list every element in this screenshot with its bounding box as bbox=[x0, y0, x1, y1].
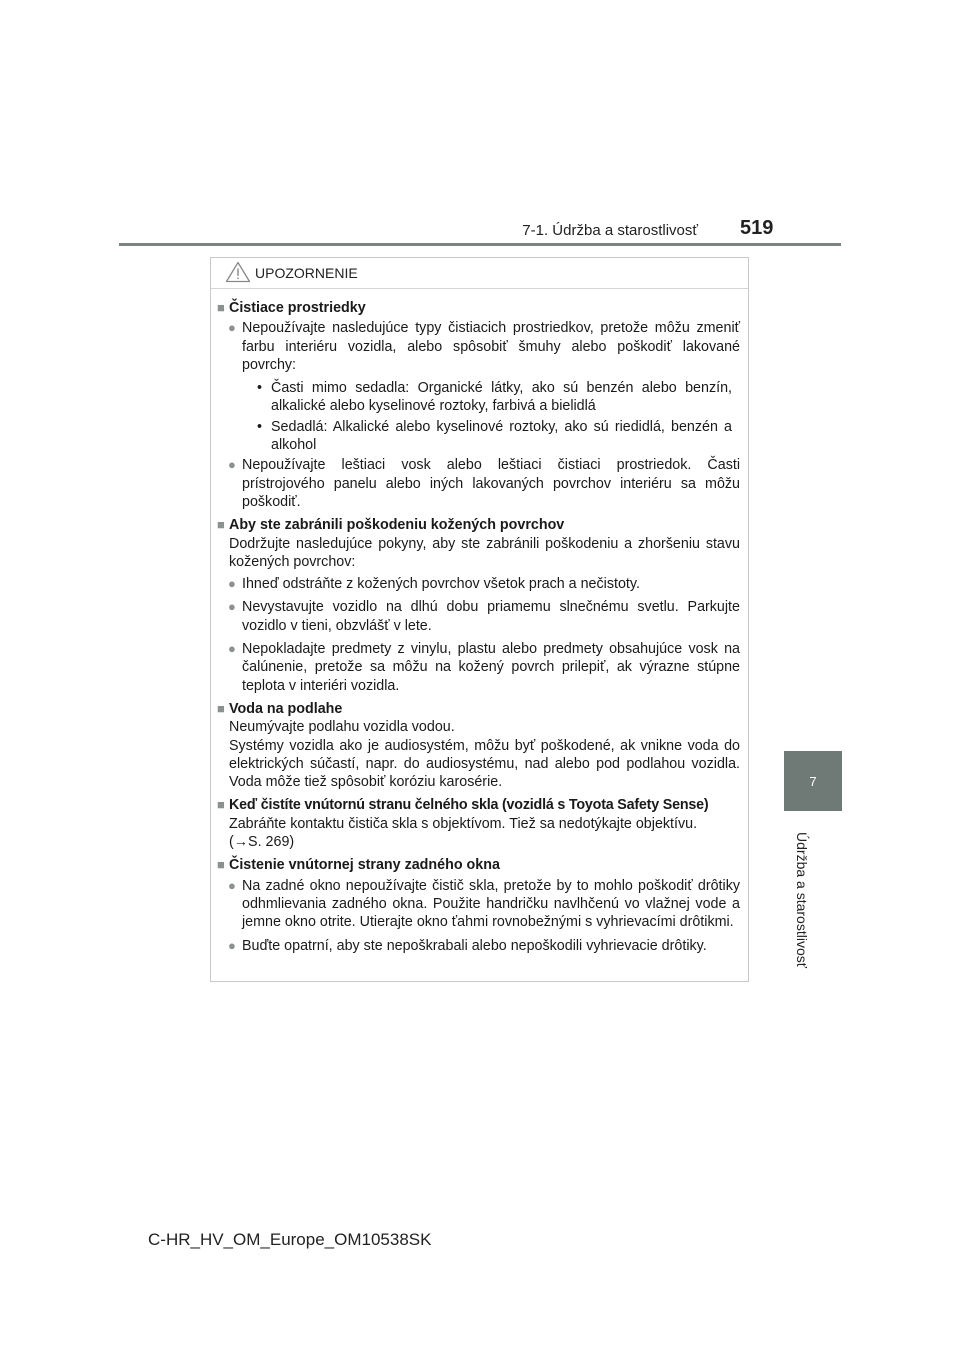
bullet-text: Nepokladajte predmety z vinylu, plastu alebo predmety obsahujúce vosk na čalúnenie, pretože sa môžu na kožený povrch prilepiť, ak výrazne stúpne teplota v interiéri vozidla. bbox=[242, 641, 740, 694]
round-bullet-icon: ● bbox=[228, 937, 236, 953]
chapter-side-title bbox=[762, 825, 842, 975]
section-leather-surfaces bbox=[217, 516, 740, 695]
round-bullet-icon: ● bbox=[228, 320, 236, 336]
warning-body bbox=[211, 289, 748, 955]
section-title: ■ Čistiace prostriedky bbox=[217, 300, 366, 316]
section-title: ■ Čistenie vnútornej strany zadného okna bbox=[217, 857, 500, 874]
sub-text: Sedadlá: Alkalické alebo kyselinové roztoky, ako sú riedidlá, benzén a alkohol bbox=[271, 418, 732, 454]
section-floor-water bbox=[217, 700, 740, 791]
list-item bbox=[217, 937, 740, 955]
section-text: Neumývajte podlahu vozidla vodou. Systémy vozidla ako je audiosystém, môžu byť poškodené, ak vnikne voda do elektrických súčastí, napr. do audiosystému, nad alebo pod podlahou vozidla. Voda môže tiež spôsobiť koróziu karosérie. bbox=[229, 719, 740, 791]
section-title: ■ Voda na podlahe bbox=[217, 700, 343, 717]
section-rear-window bbox=[217, 856, 740, 954]
square-bullet-icon: ■ bbox=[217, 700, 225, 716]
round-bullet-icon: ● bbox=[228, 641, 236, 657]
warning-triangle-icon bbox=[225, 261, 251, 283]
chapter-number: 7 bbox=[809, 773, 817, 789]
list-item bbox=[217, 575, 740, 593]
header-rule bbox=[119, 243, 841, 246]
list-item bbox=[217, 877, 740, 932]
warning-header bbox=[211, 258, 748, 289]
round-bullet-icon: ● bbox=[228, 576, 236, 592]
square-bullet-icon: ■ bbox=[217, 517, 225, 533]
section-text: Zabráňte kontaktu čističa skla s objektívom. Tiež sa nedotýkajte objektívu. (→S. 269) bbox=[217, 815, 740, 852]
page-reference: (→S. 269) bbox=[229, 834, 295, 851]
bullet-text: Nevystavujte vozidlo na dlhú dobu priamemu slnečnému svetlu. Parkujte vozidlo v tieni, obzvlášť v lete. bbox=[242, 599, 740, 634]
warning-box bbox=[210, 257, 749, 982]
round-bullet-icon: ● bbox=[228, 599, 236, 615]
round-bullet-icon: ● bbox=[228, 877, 236, 893]
page-header-section: 7-1. Údržba a starostlivosť bbox=[522, 222, 698, 239]
bullet-text: Ihneď odstráňte z kožených povrchov všetok prach a nečistoty. bbox=[242, 576, 640, 593]
sub-list-item bbox=[217, 418, 740, 455]
square-bullet-icon: ■ bbox=[217, 300, 225, 315]
page-number: 519 bbox=[740, 217, 774, 239]
list-item bbox=[217, 640, 740, 695]
square-bullet-icon: ■ bbox=[217, 797, 225, 813]
dot-marker: • bbox=[257, 380, 263, 397]
bullet-text: Nepoužívajte nasledujúce typy čistiacich prostriedkov, pretože môžu zmeniť farbu interiéru vozidla, alebo spôsobiť šmuhy alebo poškodiť lakované povrchy: bbox=[242, 320, 740, 373]
sub-list-item bbox=[217, 379, 740, 416]
chapter-tab bbox=[784, 751, 842, 811]
round-bullet-icon: ● bbox=[228, 457, 236, 473]
bullet-text: Nepoužívajte leštiaci vosk alebo leštiaci čistiaci prostriedok. Časti prístrojového panelu alebo iných lakovaných povrchov interiéru sa môžu poškodiť. bbox=[242, 457, 740, 510]
section-title: ■ Aby ste zabránili poškodeniu kožených povrchov bbox=[217, 517, 565, 534]
dot-marker: • bbox=[257, 418, 263, 435]
list-item bbox=[217, 456, 740, 511]
section-text: Dodržujte nasledujúce pokyny, aby ste zabránili poškodeniu a zhoršeniu stavu kožených povrchov: bbox=[229, 535, 740, 570]
list-item bbox=[217, 319, 740, 374]
warning-label: UPOZORNENIE bbox=[255, 265, 358, 281]
section-windshield-interior bbox=[217, 796, 740, 851]
sub-text: Časti mimo sedadla: Organické látky, ako sú benzén alebo benzín, alkalické alebo kyselinové roztoky, farbivá a bielidlá bbox=[271, 380, 732, 415]
list-item bbox=[217, 598, 740, 635]
bullet-text: Na zadné okno nepoužívajte čistič skla, pretože by to mohlo poškodiť drôtiky odhmlievania zadného okna. Použite handričku navlhčenú vo vlažnej vode a jemne okno otrite. Utierajte okno ťahmi rovnobežnými s vyhrievacími drôtikmi. bbox=[242, 877, 740, 931]
section-title: ■ Keď čistíte vnútornú stranu čelného skla (vozidlá s Toyota Safety Sense) bbox=[217, 797, 709, 814]
square-bullet-icon: ■ bbox=[217, 857, 225, 873]
bullet-text: Buďte opatrní, aby ste nepoškrabali alebo nepoškodili vyhrievacie drôtiky. bbox=[242, 937, 707, 954]
section-cleaning-agents bbox=[217, 299, 740, 511]
footer-doc-id: C-HR_HV_OM_Europe_OM10538SK bbox=[148, 1230, 432, 1249]
chapter-title-vertical: Údržba a starostlivosť bbox=[794, 832, 810, 968]
